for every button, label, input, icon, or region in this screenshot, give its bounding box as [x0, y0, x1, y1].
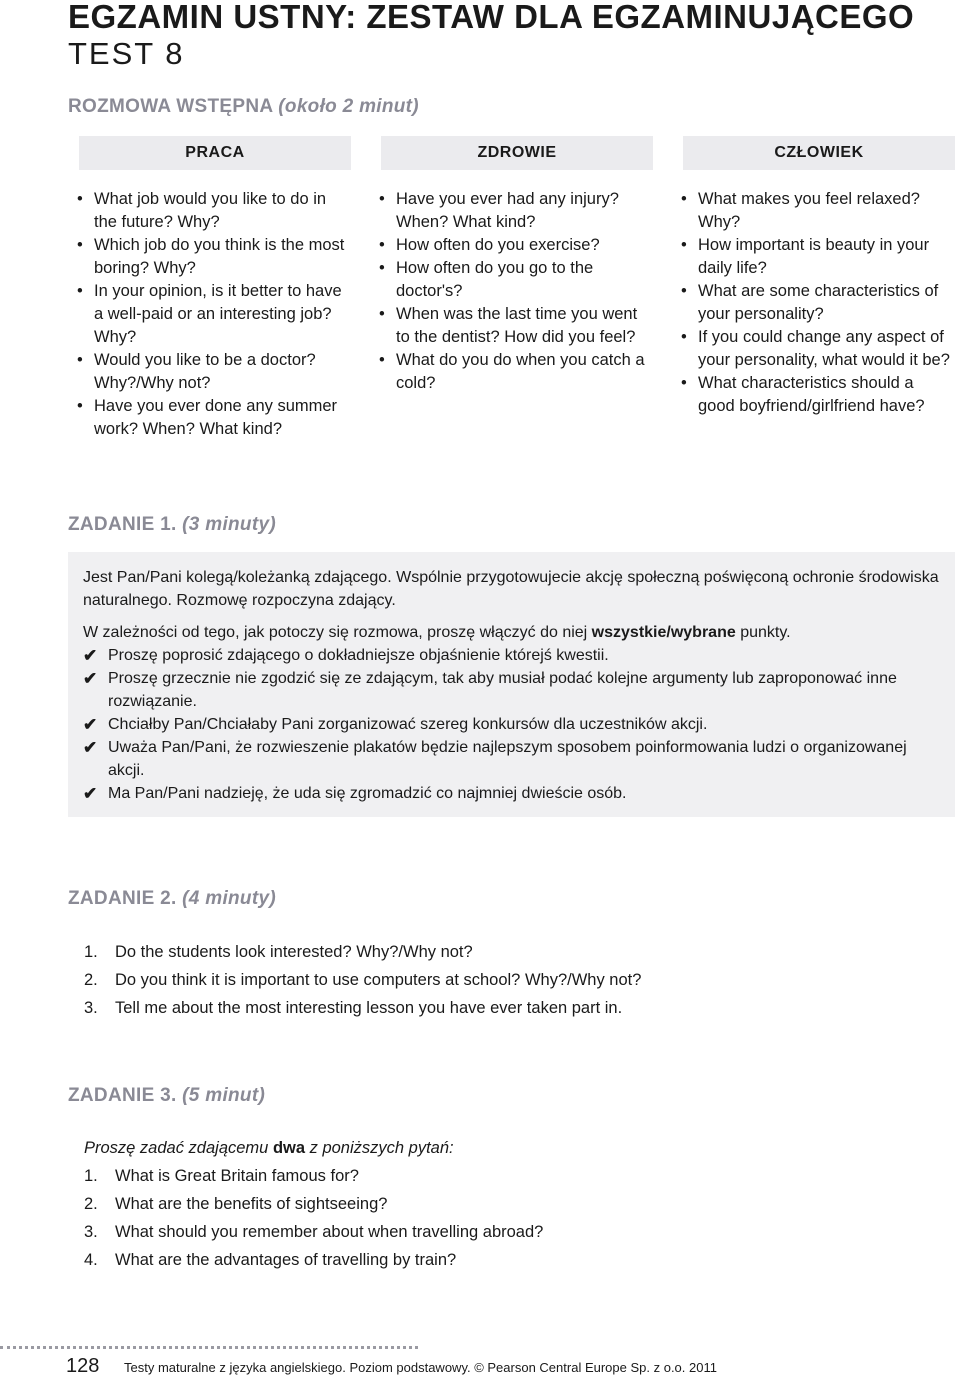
task1-instruction: W zależności od tego, jak potoczy się rozmowa, proszę włączyć do niej wszystkie/wybrane punkty.: [83, 624, 791, 641]
question-item: • What makes you feel relaxed? Why?: [681, 188, 951, 234]
numbered-question: 2. Do you think it is important to use computers at school? Why?/Why not?: [84, 971, 642, 989]
task1-point: ✔ Uważa Pan/Pani, że rozwieszenie plakatów będzie najlepszym sposobem poinformowania ludzi o organizowanej akcji.: [83, 738, 907, 779]
question-item: • When was the last time you went to the dentist? How did you feel?: [379, 303, 649, 349]
numbered-question: 3. Tell me about the most interesting lesson you have ever taken part in.: [84, 999, 623, 1017]
checkmark-icon: ✔: [83, 715, 98, 734]
question-item: • What job would you like to do in the future? Why?: [77, 188, 347, 234]
section-title-text: ZADANIE 2.: [68, 888, 177, 909]
question-item: • Which job do you think is the most boring? Why?: [77, 234, 347, 280]
section-time: (5 minut): [182, 1085, 266, 1106]
numbered-question: 3. What should you remember about when travelling abroad?: [84, 1223, 544, 1241]
section-time: (4 minuty): [182, 888, 276, 909]
question-item: • Have you ever had any injury? When? What kind?: [379, 188, 649, 234]
question-item: • What do you do when you catch a cold?: [379, 349, 649, 395]
numbered-question: 4. What are the advantages of travelling by train?: [84, 1251, 457, 1269]
task1-box: [68, 552, 955, 817]
question-item: • What characteristics should a good boyfriend/girlfriend have?: [681, 372, 951, 418]
numbered-question: 2. What are the benefits of sightseeing?: [84, 1195, 388, 1213]
checkmark-icon: ✔: [83, 784, 98, 803]
column-header-zdrowie: ZDROWIE: [381, 136, 653, 170]
task3-questions: [84, 1165, 543, 1277]
task2-questions: [84, 941, 641, 1025]
section-title-text: ZADANIE 1.: [68, 514, 177, 535]
task1-point: ✔ Proszę grzecznie nie zgodzić się ze zdającym, tak aby musiał podać kolejne argumenty lub zaproponować inne rozwiązanie.: [83, 669, 897, 710]
task1-point: ✔ Chciałby Pan/Chciałaby Pani zorganizować szereg konkursów dla uczestników akcji.: [83, 715, 708, 734]
question-item: • Have you ever done any summer work? When? What kind?: [77, 395, 347, 441]
question-item: • How often do you exercise?: [379, 234, 649, 257]
column-header-czlowiek: CZŁOWIEK: [683, 136, 955, 170]
numbered-question: 1. Do the students look interested? Why?/Why not?: [84, 943, 473, 961]
question-item: • Would you like to be a doctor? Why?/Why not?: [77, 349, 347, 395]
page-title: EGZAMIN USTNY: ZESTAW DLA EGZAMINUJĄCEGO: [68, 0, 915, 35]
section-title-task2: [68, 888, 276, 910]
section-time: (3 minuty): [182, 514, 276, 535]
question-item: • How often do you go to the doctor's?: [379, 257, 649, 303]
section-time: (około 2 minut): [278, 96, 419, 117]
question-column-praca: [77, 188, 347, 441]
question-item: • If you could change any aspect of your personality, what would it be?: [681, 326, 951, 372]
question-item: • How important is beauty in your daily life?: [681, 234, 951, 280]
section-title-task3: [68, 1085, 265, 1107]
section-title-text: ZADANIE 3.: [68, 1085, 177, 1106]
page-number: 128: [66, 1355, 100, 1377]
section-title-intro: [68, 96, 419, 118]
checkmark-icon: ✔: [83, 738, 98, 757]
task1-point: ✔ Ma Pan/Pani nadzieję, że uda się zgromadzić co najmniej dwieście osób.: [83, 784, 627, 803]
section-title-task1: [68, 514, 276, 536]
question-item: • What are some characteristics of your personality?: [681, 280, 951, 326]
question-column-czlowiek: [681, 188, 951, 418]
question-item: • In your opinion, is it better to have a well-paid or an interesting job? Why?: [77, 280, 347, 349]
footer-text: Testy maturalne z języka angielskiego. Poziom podstawowy. © Pearson Central Europe Sp. z o.o. 2011: [124, 1360, 717, 1375]
column-header-praca: PRACA: [79, 136, 351, 170]
numbered-question: 1. What is Great Britain famous for?: [84, 1167, 359, 1185]
checkmark-icon: ✔: [83, 669, 98, 688]
footer-divider: [0, 1346, 418, 1349]
page-subtitle: TEST 8: [68, 36, 185, 71]
checkmark-icon: ✔: [83, 646, 98, 665]
task1-points: [83, 644, 943, 805]
section-title-text: ROZMOWA WSTĘPNA: [68, 96, 273, 117]
task1-intro: Jest Pan/Pani kolegą/koleżanką zdającego. Wspólnie przygotowujecie akcję społeczną poświęconą ochronie środowiska naturalnego. Rozmowę rozpoczyna zdający.: [83, 569, 939, 609]
task1-point: ✔ Proszę poprosić zdającego o dokładniejsze objaśnienie którejś kwestii.: [83, 646, 609, 665]
question-column-zdrowie: [379, 188, 649, 395]
task3-instruction: Proszę zadać zdającemu dwa z poniższych pytań:: [84, 1139, 454, 1157]
